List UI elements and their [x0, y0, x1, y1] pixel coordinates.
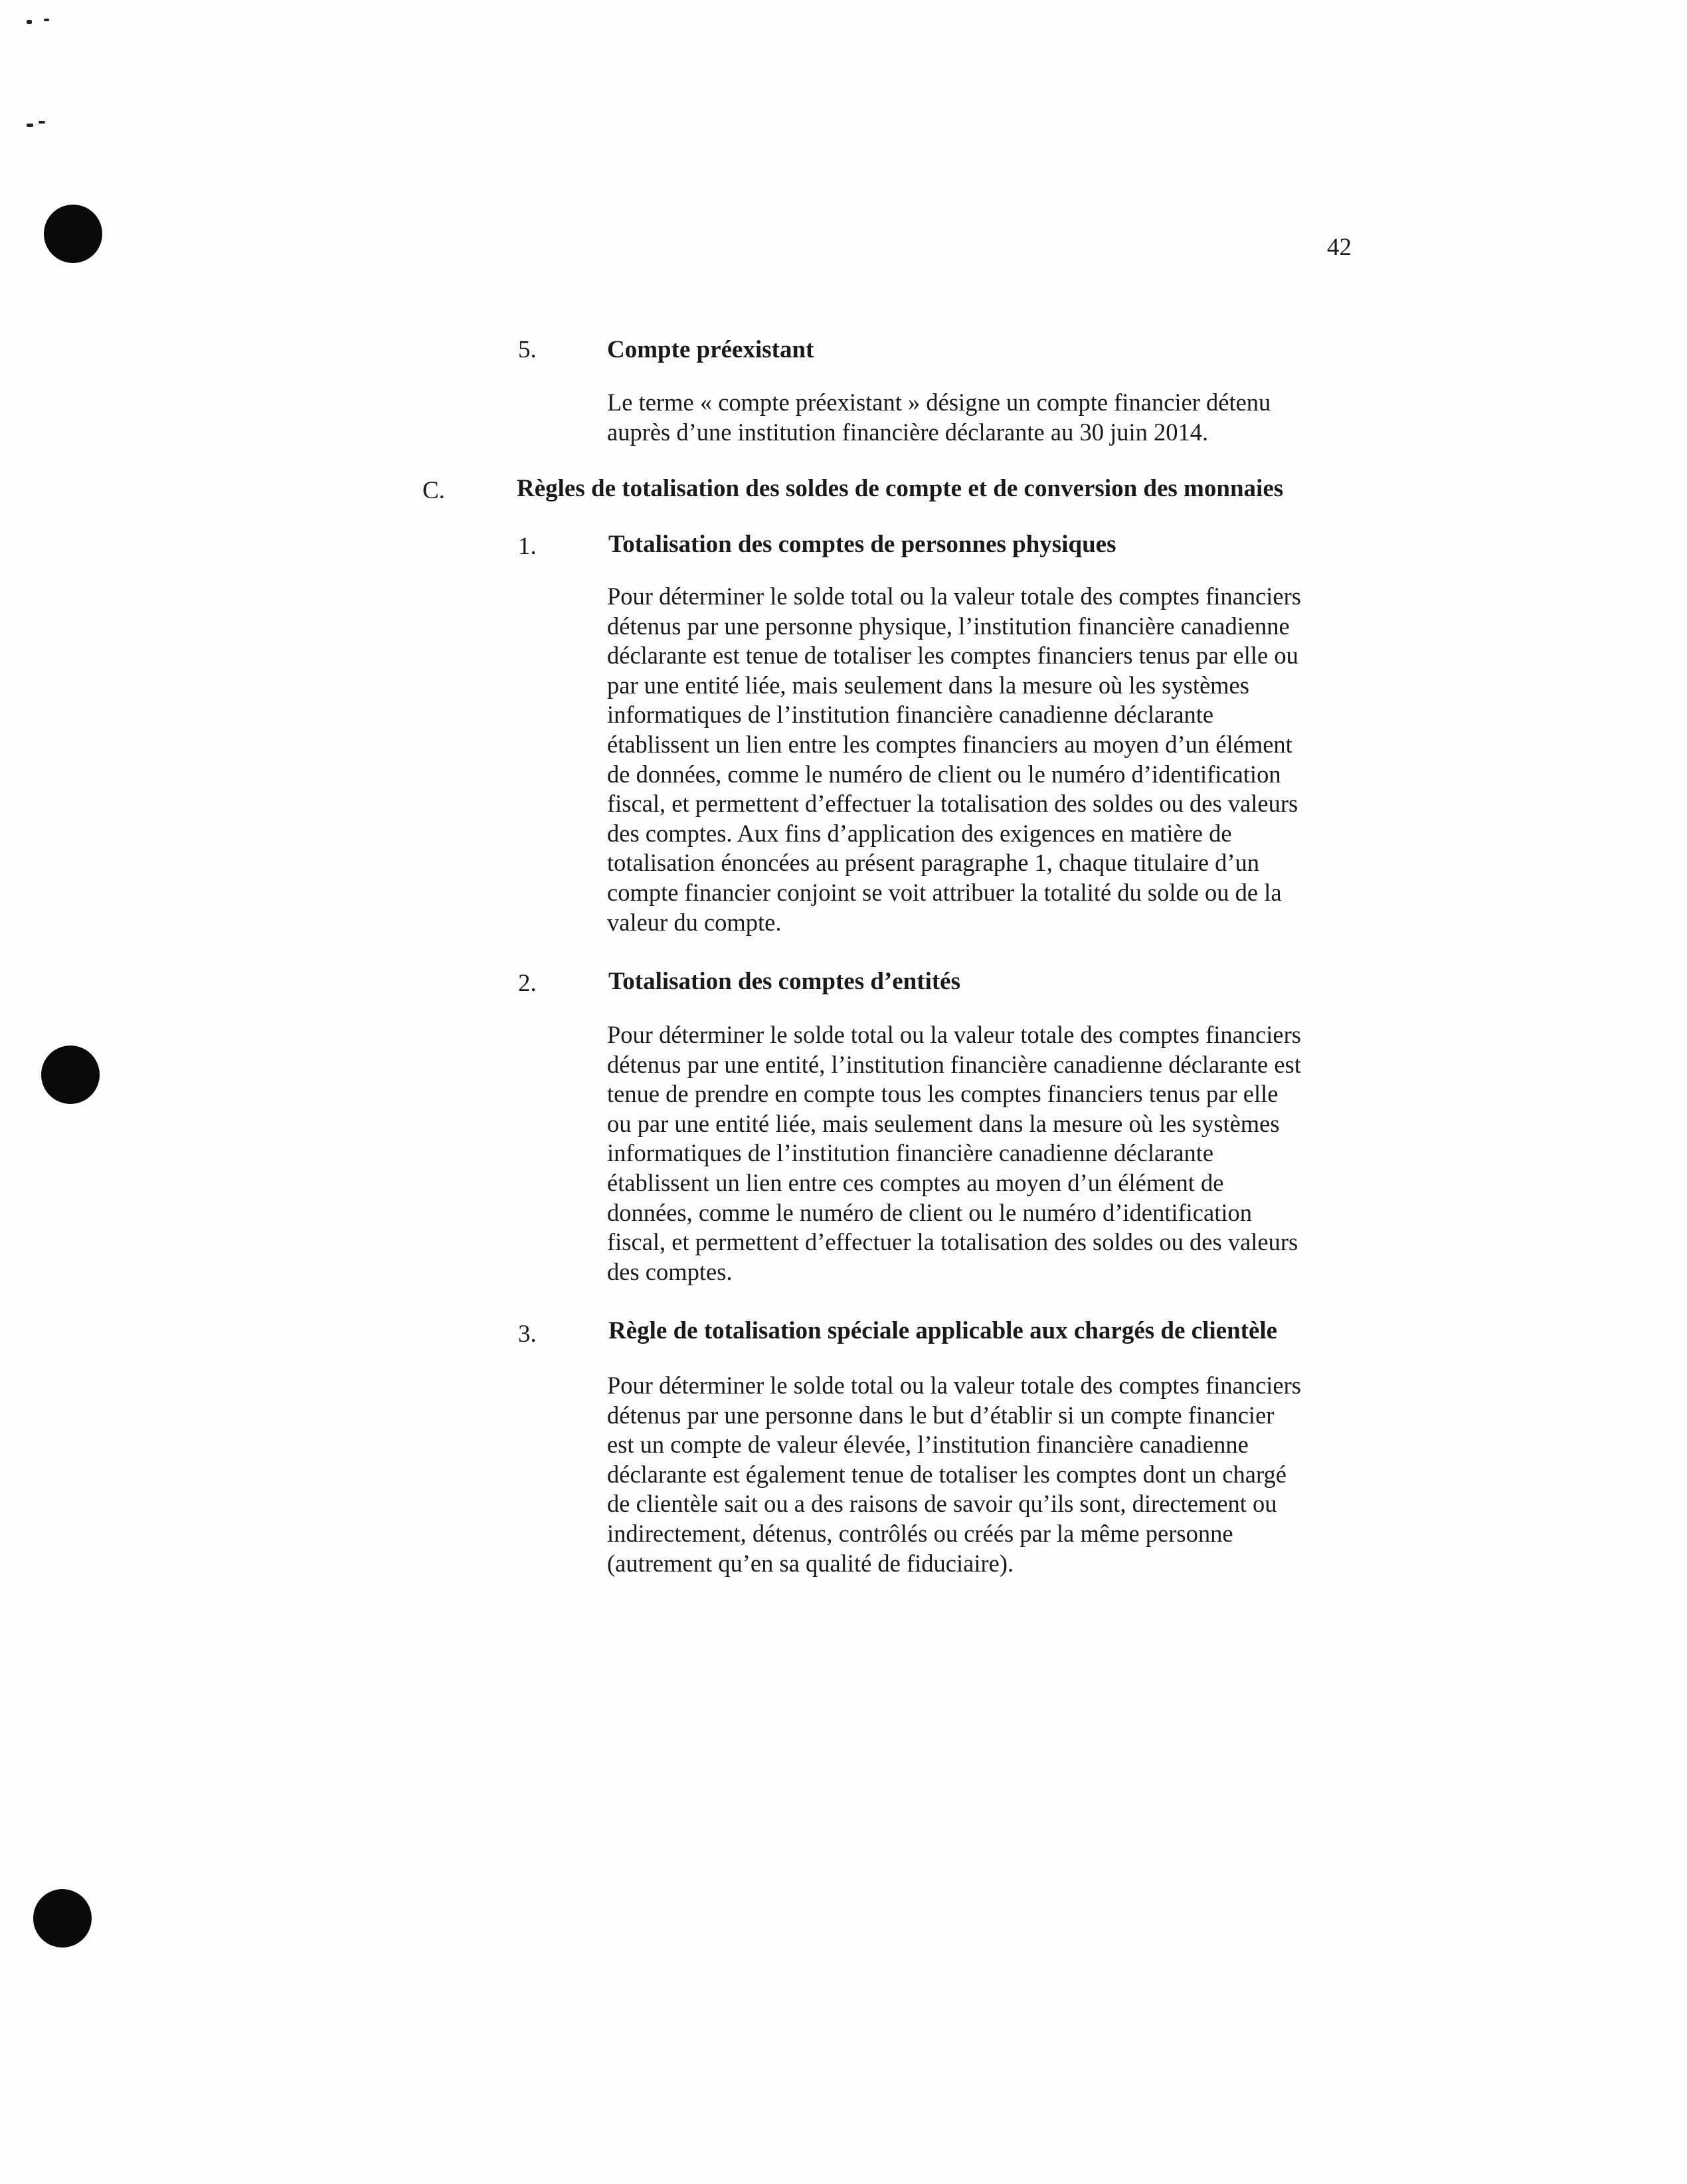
paragraph-line: Pour déterminer le solde total ou la valeur totale des comptes financiers	[607, 1372, 1301, 1399]
section-5-number: 5.	[518, 336, 537, 363]
page-number: 42	[1327, 234, 1352, 261]
paragraph-line: fiscal, et permettent d’effectuer la totalisation des soldes ou des valeurs	[607, 790, 1298, 818]
scan-speck	[39, 121, 45, 124]
paragraph-line: des comptes. Aux fins d’application des exigences en matière de	[607, 819, 1232, 847]
paragraph-line: détenus par une entité, l’institution financière canadienne déclarante est	[607, 1050, 1301, 1078]
item-1-number: 1.	[518, 533, 537, 560]
paragraph-line: Pour déterminer le solde total ou la valeur totale des comptes financiers	[607, 583, 1301, 610]
paragraph-line: de données, comme le numéro de client ou le numéro d’identification	[607, 760, 1281, 788]
binder-hole-top	[44, 205, 102, 263]
paragraph-line: établissent un lien entre les comptes financiers au moyen d’un élément	[607, 730, 1292, 758]
scan-speck	[44, 19, 49, 21]
paragraph-line: ou par une entité liée, mais seulement dans la mesure où les systèmes	[607, 1109, 1280, 1137]
section-5-paragraph	[607, 388, 1371, 447]
paragraph-line: établissent un lien entre ces comptes au moyen d’un élément de	[607, 1168, 1224, 1196]
paragraph-line: de clientèle sait ou a des raisons de savoir qu’ils sont, directement ou	[607, 1490, 1277, 1518]
item-2-number: 2.	[518, 970, 537, 997]
paragraph-line: déclarante est également tenue de totaliser les comptes dont un chargé	[607, 1460, 1287, 1488]
section-c-letter: C.	[422, 477, 445, 504]
paragraph-line: informatiques de l’institution financière canadienne déclarante	[607, 701, 1214, 729]
paragraph-line: totalisation énoncées au présent paragraphe 1, chaque titulaire d’un	[607, 849, 1260, 877]
item-2-title: Totalisation des comptes d’entités	[608, 968, 960, 995]
paragraph-line: Le terme « compte préexistant » désigne un compte financier détenu	[607, 389, 1271, 416]
paragraph-line: (autrement qu’en sa qualité de fiduciaire).	[607, 1549, 1014, 1577]
section-c-title: Règles de totalisation des soldes de compte et de conversion des monnaies	[517, 475, 1284, 502]
item-1-paragraph	[607, 582, 1371, 937]
item-1-title: Totalisation des comptes de personnes physiques	[608, 531, 1116, 558]
paragraph-line: auprès d’une institution financière déclarante au 30 juin 2014.	[607, 418, 1209, 446]
binder-hole-bottom	[33, 1889, 92, 1948]
item-2-paragraph	[607, 1020, 1371, 1287]
paragraph-line: détenus par une personne physique, l’institution financière canadienne	[607, 612, 1290, 640]
paragraph-line: des comptes.	[607, 1257, 733, 1285]
paragraph-line: déclarante est tenue de totaliser les comptes financiers tenus par elle ou	[607, 642, 1298, 670]
paragraph-line: fiscal, et permettent d’effectuer la totalisation des soldes ou des valeurs	[607, 1228, 1298, 1256]
scan-speck	[27, 124, 33, 127]
paragraph-line: détenus par une personne dans le but d’établir si un compte financier	[607, 1401, 1275, 1429]
paragraph-line: compte financier conjoint se voit attribuer la totalité du solde ou de la	[607, 878, 1282, 906]
paragraph-line: tenue de prendre en compte tous les comptes financiers tenus par elle	[607, 1080, 1279, 1108]
paragraph-line: indirectement, détenus, contrôlés ou créés par la même personne	[607, 1519, 1233, 1547]
item-3-number: 3.	[518, 1320, 537, 1348]
item-3-title: Règle de totalisation spéciale applicable aux chargés de clientèle	[608, 1317, 1278, 1344]
binder-hole-middle	[41, 1046, 100, 1104]
paragraph-line: par une entité liée, mais seulement dans la mesure où les systèmes	[607, 671, 1249, 699]
paragraph-line: est un compte de valeur élevée, l’institution financière canadienne	[607, 1431, 1249, 1459]
item-3-paragraph	[607, 1371, 1371, 1578]
section-5-title: Compte préexistant	[607, 336, 814, 363]
paragraph-line: informatiques de l’institution financière canadienne déclarante	[607, 1139, 1214, 1167]
paragraph-line: valeur du compte.	[607, 908, 782, 936]
scan-speck	[27, 20, 32, 24]
paragraph-line: Pour déterminer le solde total ou la valeur totale des comptes financiers	[607, 1021, 1301, 1048]
paragraph-line: données, comme le numéro de client ou le numéro d’identification	[607, 1198, 1252, 1226]
